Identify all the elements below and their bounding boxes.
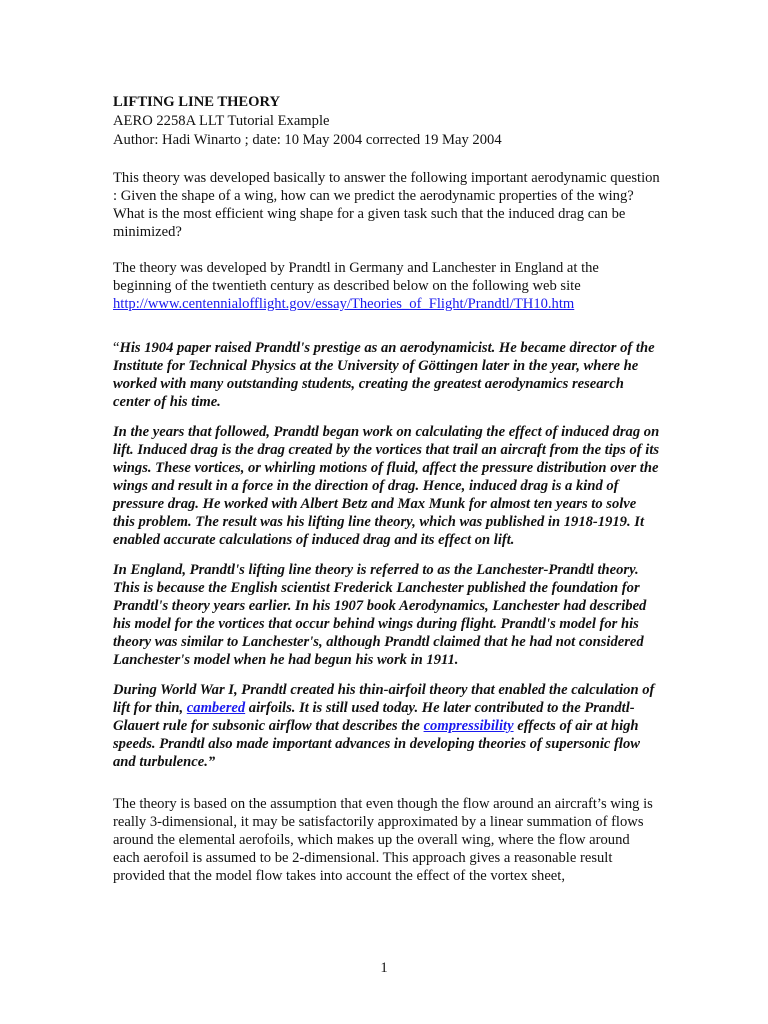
source-url-link[interactable]: http://www.centennialofflight.gov/essay/Theories_of_Flight/Prandtl/TH10.htm: [113, 296, 575, 312]
cambered-link[interactable]: cambered: [186, 700, 246, 716]
history-text: The theory was developed by Prandtl in Germany and Lanchester in England at the beginning of the twentieth century as described below on the following web site: [113, 260, 599, 294]
quote-paragraph-2: In the years that followed, Prandtl began work on calculating the effect of induced drag on lift. Induced drag is the drag created by the vortices that trail an aircraft from the tips of its wings. These vortices, or whirling motions of fluid, affect the pressure distribution over the wings and result in a force in the direction of drag. Hence, induced drag is a kind of pressure drag. He worked with Albert Betz and Max Munk for almost ten years to solve this problem. The result was his lifting line theory, which was published in 1918-1919. It enabled accurate calculations of induced drag and its effect on lift.: [113, 424, 660, 548]
quote-paragraph-3: In England, Prandtl's lifting line theory is referred to as the Lanchester-Prandtl theory. This is because the English scientist Frederick Lanchester published the foundation for Prandtl's theory years earlier. In his 1907 book Aerodynamics, Lanchester had described his model for the vortices that occur behind wings during flight. Prandtl's model for his theory was similar to Lanchester's, although Prandtl claimed that he had not considered Lanchester's model when he had begun his work in 1911.: [113, 562, 647, 668]
intro-paragraph: This theory was developed basically to answer the following important aerodynamic question : Given the shape of a wing, how can we predict the aerodynamic properties of the wing? What is the most efficient wing shape for a given task such that the induced drag can be minimized?: [113, 170, 660, 240]
quote-text-1: His 1904 paper raised Prandtl's prestige as an aerodynamicist. He became director of the Institute for Technical Physics at the University of Göttingen later in the year, where he worked with many outstanding students, creating the greatest aerodynamics research center of his time.: [113, 340, 655, 410]
quote-paragraph-1: [113, 339, 660, 411]
document-title: LIFTING LINE THEORY: [113, 94, 281, 110]
page-number: 1: [380, 960, 388, 976]
quote-text-4a: During World War I, Prandtl created his thin-airfoil theory that enabled the calculation of lift for thin,: [113, 682, 655, 716]
theory-paragraph: The theory is based on the assumption that even though the flow around an aircraft’s wing is really 3-dimensional, it may be satisfactorily approximated by a linear summation of flows around the elemental aerofoils, which makes up the overall wing, where the flow around each aerofoil is assumed to be 2-dimensional. This approach gives a reasonable result provided that the model flow takes into account the effect of the vortex sheet,: [113, 796, 653, 884]
author-line: Author: Hadi Winarto ; date: 10 May 2004 corrected 19 May 2004: [113, 132, 502, 148]
course-line: AERO 2258A LLT Tutorial Example: [113, 113, 330, 129]
compressibility-link[interactable]: compressibility: [423, 718, 514, 734]
history-paragraph: [113, 259, 660, 313]
quote-text-4b: airfoils. It is still used today. He later contributed to the Prandtl-Glauert rule for subsonic airflow that describes the: [113, 700, 635, 734]
open-quote-mark: “: [113, 340, 120, 356]
document-header: [113, 93, 660, 150]
quote-paragraph-4: [113, 681, 660, 771]
quote-text-4c: effects of air at high speeds. Prandtl also made important advances in developing theories of supersonic flow and turbulence.”: [113, 718, 640, 770]
